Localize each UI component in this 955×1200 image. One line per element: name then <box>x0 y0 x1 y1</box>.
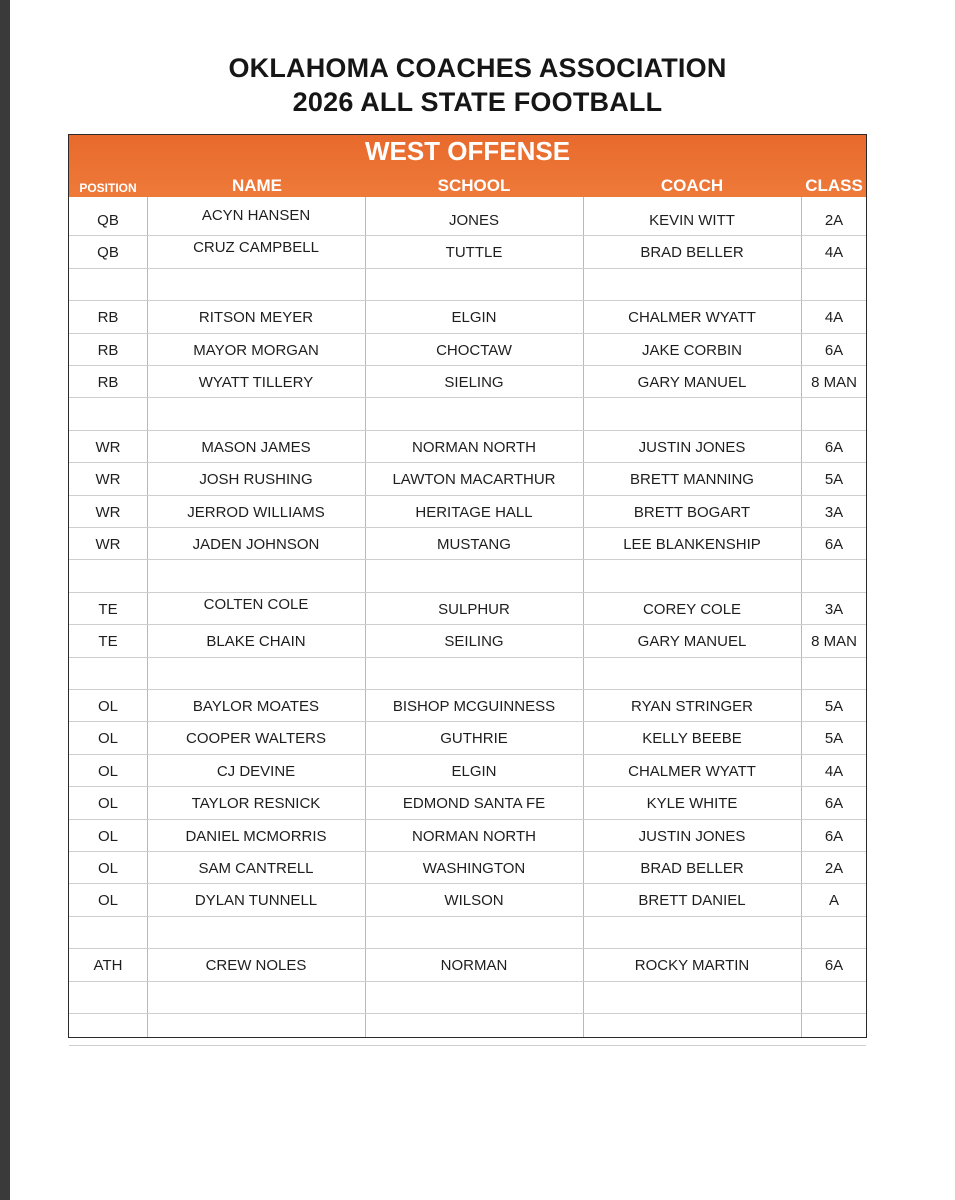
cell-position: WR <box>95 536 121 553</box>
cell-class: 5A <box>824 730 844 748</box>
cell-position: RB <box>97 341 119 359</box>
table-row <box>69 366 866 398</box>
table-row <box>69 463 866 495</box>
table-row <box>69 917 866 949</box>
cell-position: RB <box>97 309 119 327</box>
table-row <box>69 755 866 787</box>
cell-school: GUTHRIE <box>440 730 508 748</box>
cell-name: BLAKE CHAIN <box>206 633 306 651</box>
cell-school: WILSON <box>444 892 504 910</box>
table-row <box>69 301 866 333</box>
cell-name: DANIEL MCMORRIS <box>185 827 327 845</box>
cell-coach: GARY MANUEL <box>637 633 747 651</box>
cell-name: TAYLOR RESNICK <box>191 795 321 813</box>
cell-coach: CHALMER WYATT <box>628 309 756 327</box>
table-row <box>69 690 866 722</box>
cell-class: A <box>828 892 839 910</box>
cell-class: 4A <box>824 762 844 780</box>
cell-name: CREW NOLES <box>205 957 307 975</box>
cell-coach: BRETT BOGART <box>633 503 751 521</box>
cell-class: 8 MAN <box>811 633 857 651</box>
header-position: POSITION <box>79 181 137 195</box>
cell-coach: BRAD BELLER <box>640 860 744 877</box>
cell-school: WASHINGTON <box>422 860 526 877</box>
page-title: OKLAHOMA COACHES ASSOCIATION <box>228 53 727 83</box>
cell-position: OL <box>97 860 118 877</box>
cell-class: 6A <box>824 827 844 845</box>
cell-school: NORMAN <box>440 957 508 975</box>
header-coach: COACH <box>660 176 724 195</box>
cell-name: RITSON MEYER <box>198 309 314 327</box>
cell-name: DYLAN TUNNELL <box>194 892 318 910</box>
cell-position: RB <box>97 374 119 391</box>
table-row <box>69 204 866 236</box>
cell-coach: JUSTIN JONES <box>638 827 746 845</box>
header-class: CLASS <box>805 176 863 195</box>
cell-class: 2A <box>824 860 844 877</box>
cell-name: WYATT TILLERY <box>198 374 314 391</box>
cell-name: JERROD WILLIAMS <box>187 503 325 521</box>
cell-name: CRUZ CAMPBELL <box>193 239 319 257</box>
cell-position: TE <box>98 633 118 651</box>
header-name: NAME <box>231 176 283 195</box>
cell-class: 8 MAN <box>811 374 857 391</box>
cell-position: TE <box>98 600 118 618</box>
table-row <box>69 528 866 560</box>
table-row <box>69 982 866 1014</box>
cell-position: QB <box>97 244 119 262</box>
cell-class: 6A <box>824 438 844 456</box>
table-row <box>69 852 866 884</box>
table-row <box>69 560 866 592</box>
cell-school: SULPHUR <box>438 600 510 618</box>
cell-coach: ROCKY MARTIN <box>634 957 750 975</box>
table-row <box>69 236 866 268</box>
table-row <box>69 269 866 301</box>
cell-school: TUTTLE <box>445 244 503 262</box>
cell-position: WR <box>95 471 121 489</box>
cell-position: WR <box>95 503 121 521</box>
cell-class: 3A <box>824 503 844 521</box>
table-row <box>69 398 866 430</box>
scan-edge <box>0 0 10 1200</box>
table-row <box>69 625 866 657</box>
cell-school: EDMOND SANTA FE <box>402 795 546 813</box>
cell-class: 2A <box>824 212 844 229</box>
cell-coach: BRETT DANIEL <box>638 892 746 910</box>
cell-name: BAYLOR MOATES <box>192 698 320 715</box>
cell-name: COLTEN COLE <box>203 595 309 613</box>
table-row <box>69 1014 866 1046</box>
cell-coach: KYLE WHITE <box>646 795 738 813</box>
cell-name: JADEN JOHNSON <box>192 536 320 553</box>
table-row <box>69 820 866 852</box>
cell-class: 6A <box>824 957 844 975</box>
cell-school: SIELING <box>444 374 504 391</box>
cell-coach: KEVIN WITT <box>649 212 735 229</box>
cell-school: CHOCTAW <box>436 341 512 359</box>
cell-class: 5A <box>824 471 844 489</box>
cell-position: OL <box>97 795 118 813</box>
cell-class: 4A <box>824 244 844 262</box>
cell-position: ATH <box>93 957 123 975</box>
cell-coach: GARY MANUEL <box>637 374 747 391</box>
header-school: SCHOOL <box>437 176 511 195</box>
cell-position: OL <box>97 762 118 780</box>
cell-position: OL <box>97 827 118 845</box>
cell-coach: BRAD BELLER <box>640 244 744 262</box>
section-banner <box>69 135 866 197</box>
section-title: WEST OFFENSE <box>364 136 571 166</box>
cell-school: ELGIN <box>451 762 497 780</box>
cell-school: MUSTANG <box>437 536 511 553</box>
cell-name: JOSH RUSHING <box>199 471 313 489</box>
cell-coach: BRETT MANNING <box>630 471 754 489</box>
cell-coach: JAKE CORBIN <box>641 341 743 359</box>
cell-position: QB <box>97 212 119 229</box>
table-row <box>69 593 866 625</box>
cell-coach: CHALMER WYATT <box>628 762 756 780</box>
cell-name: SAM CANTRELL <box>198 860 314 877</box>
cell-name: COOPER WALTERS <box>185 730 327 748</box>
cell-school: ELGIN <box>451 309 497 327</box>
cell-name: MAYOR MORGAN <box>193 341 319 359</box>
cell-class: 3A <box>824 600 844 618</box>
cell-coach: COREY COLE <box>642 600 742 618</box>
table-row <box>69 884 866 916</box>
cell-school: HERITAGE HALL <box>415 503 533 521</box>
cell-class: 6A <box>824 341 844 359</box>
cell-class: 4A <box>824 309 844 327</box>
cell-name: MASON JAMES <box>201 438 311 456</box>
cell-position: OL <box>97 698 118 715</box>
cell-school: SEILING <box>444 633 504 651</box>
cell-position: OL <box>97 730 118 748</box>
cell-coach: LEE BLANKENSHIP <box>623 536 761 553</box>
table-row <box>69 722 866 754</box>
cell-class: 5A <box>824 698 844 715</box>
cell-school: NORMAN NORTH <box>412 827 536 845</box>
table-row <box>69 787 866 819</box>
cell-name: ACYN HANSEN <box>201 207 311 224</box>
cell-school: NORMAN NORTH <box>412 438 536 456</box>
cell-position: WR <box>95 438 121 456</box>
table-row <box>69 496 866 528</box>
cell-school: BISHOP MCGUINNESS <box>392 698 556 715</box>
cell-coach: KELLY BEEBE <box>642 730 742 748</box>
cell-coach: JUSTIN JONES <box>638 438 746 456</box>
cell-school: LAWTON MACARTHUR <box>392 471 556 489</box>
roster-table <box>68 134 867 1038</box>
page-subtitle: 2026 ALL STATE FOOTBALL <box>292 87 663 117</box>
table-row <box>69 334 866 366</box>
table-row <box>69 658 866 690</box>
cell-name: CJ DEVINE <box>216 762 296 780</box>
cell-position: OL <box>97 892 118 910</box>
cell-coach: RYAN STRINGER <box>631 698 753 715</box>
cell-school: JONES <box>448 212 499 229</box>
table-row <box>69 949 866 981</box>
cell-class: 6A <box>824 536 844 553</box>
cell-class: 6A <box>824 795 844 813</box>
table-row <box>69 431 866 463</box>
